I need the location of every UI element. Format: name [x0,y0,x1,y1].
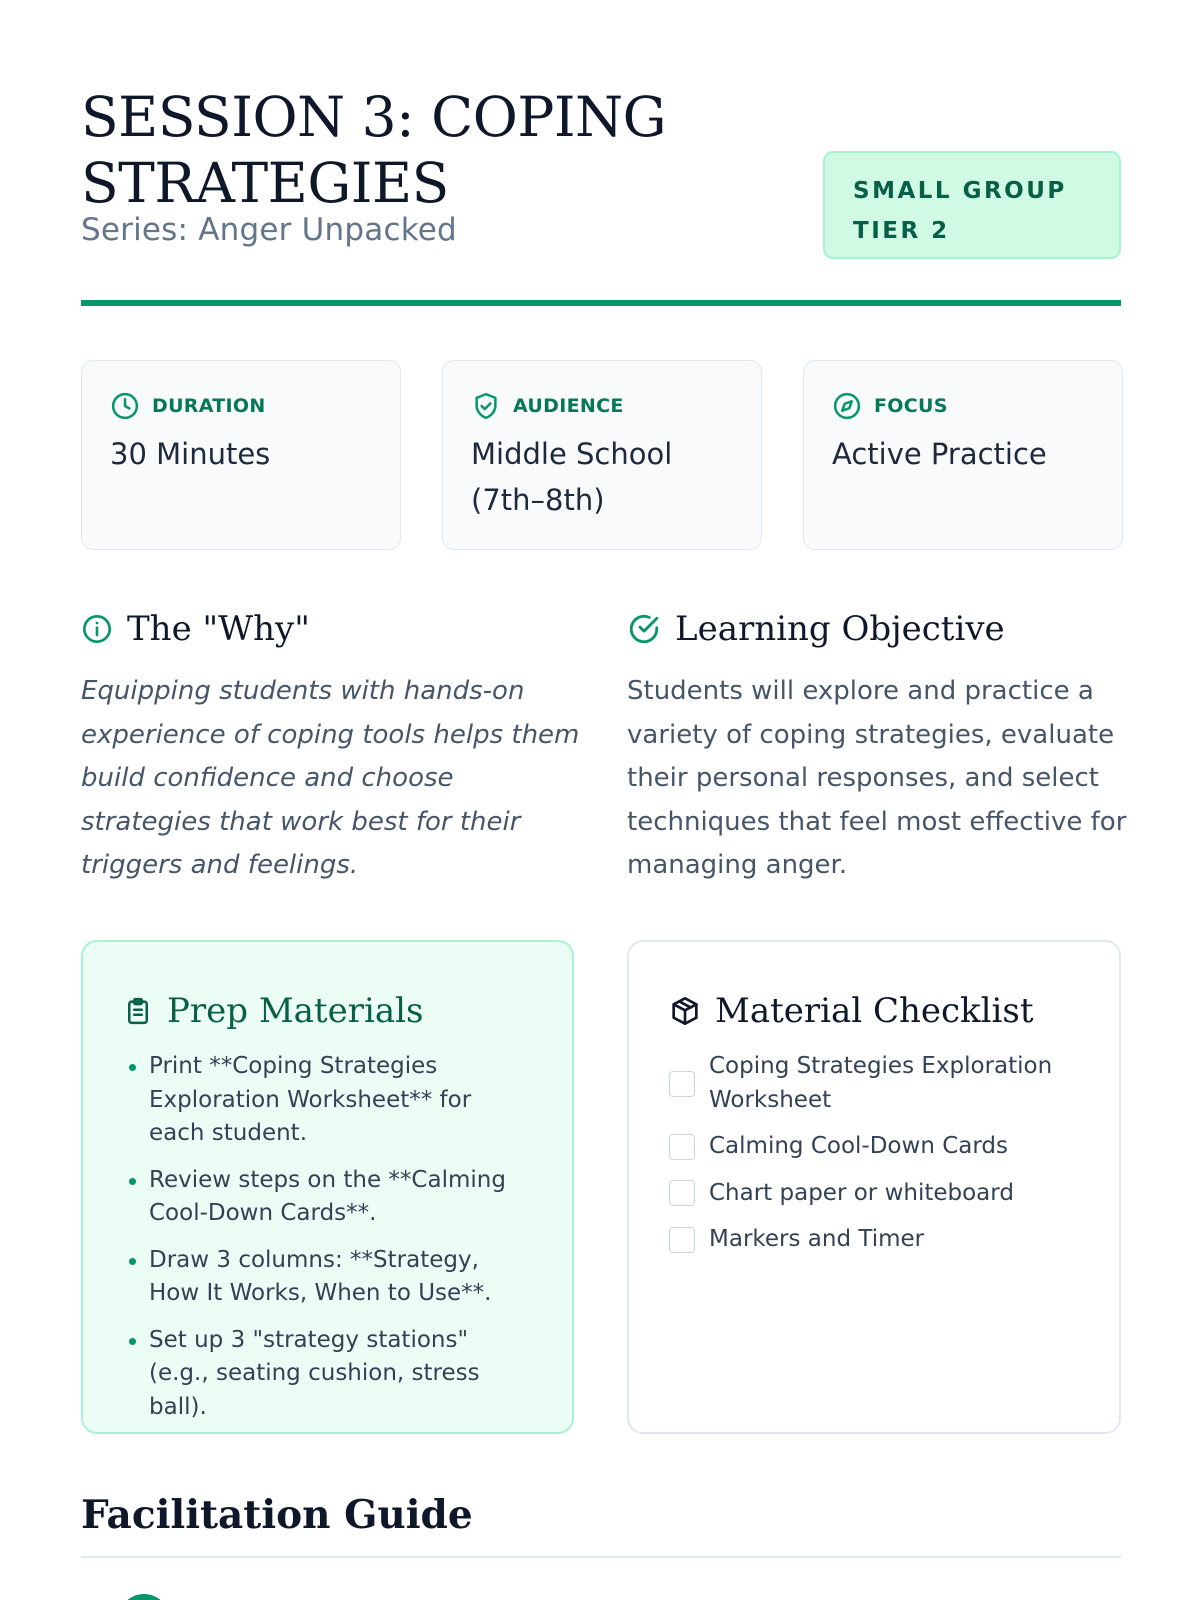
checklist-item[interactable] [669,1130,1079,1164]
prep-item: Set up 3 "strategy stations" (e.g., seating cushion, stress ball). [149,1324,532,1425]
info-card-value: Active Practice [832,437,1047,471]
prep-item: Review steps on the **Calming Cool-Down Cards**. [149,1164,532,1231]
checklist-item[interactable] [669,1223,1079,1257]
checklist-item[interactable] [669,1177,1079,1211]
checklist-checkbox[interactable] [669,1071,695,1097]
compass-icon [832,391,862,421]
info-card-value: Middle School (7th–8th) [471,437,673,517]
checklist-heading: Material Checklist [715,991,1034,1031]
info-card-label: DURATION [152,395,266,417]
why-heading-text: The "Why" [127,609,310,649]
checklist-label: Markers and Timer [709,1226,925,1252]
prep-heading: Prep Materials [167,991,424,1031]
tier-badge [823,151,1121,259]
prep-item: Draw 3 columns: **Strategy, How It Works, When to Use**. [149,1244,532,1311]
info-icon [81,613,113,645]
session-header [81,84,1121,259]
info-card-label: FOCUS [874,395,948,417]
why-text: Equipping students with hands-on experience of coping tools helps them build confidence and choose strategies that work best for their triggers and feelings. [81,676,580,880]
checklist-label: Coping Strategies Exploration Worksheet [709,1053,1053,1113]
material-checklist-panel [627,940,1121,1434]
checklist-checkbox[interactable] [669,1227,695,1253]
info-card-duration [81,360,401,550]
check-circle-icon [627,612,661,646]
prep-item: Print **Coping Strategies Exploration Worksheet** for each student. [149,1050,532,1151]
objective-heading [627,604,1005,654]
facilitation-divider [81,1556,1121,1558]
tier-badge-line-1: SMALL GROUP [853,178,1067,204]
series-subtitle: Series: Anger Unpacked [81,212,457,248]
prep-list [123,1050,532,1424]
prep-materials-panel [81,940,574,1434]
checklist-checkbox[interactable] [669,1180,695,1206]
info-card-label: AUDIENCE [513,395,624,417]
info-card-audience [442,360,762,550]
step-number-badge [118,1594,170,1600]
header-divider [81,300,1121,306]
page-title: SESSION 3: COPING STRATEGIES [81,85,667,215]
clock-icon [110,391,140,421]
info-card-value: 30 Minutes [110,437,271,471]
objective-heading-text: Learning Objective [675,609,1005,649]
why-heading [81,604,310,654]
objective-text: Students will explore and practice a variety of coping strategies, evaluate their personal responses, and select techniques that feel most effective for managing anger. [627,676,1127,880]
info-card-focus [803,360,1123,550]
checklist-label: Chart paper or whiteboard [709,1179,1014,1206]
checklist-item[interactable] [669,1050,1079,1117]
tier-badge-line-2: TIER 2 [853,218,950,244]
facilitation-heading: Facilitation Guide [81,1492,473,1538]
checklist-label: Calming Cool-Down Cards [709,1133,1008,1159]
shield-check-icon [471,391,501,421]
clipboard-icon [123,995,153,1027]
package-icon [669,995,701,1027]
checklist-checkbox[interactable] [669,1134,695,1160]
checklist [669,1050,1079,1257]
